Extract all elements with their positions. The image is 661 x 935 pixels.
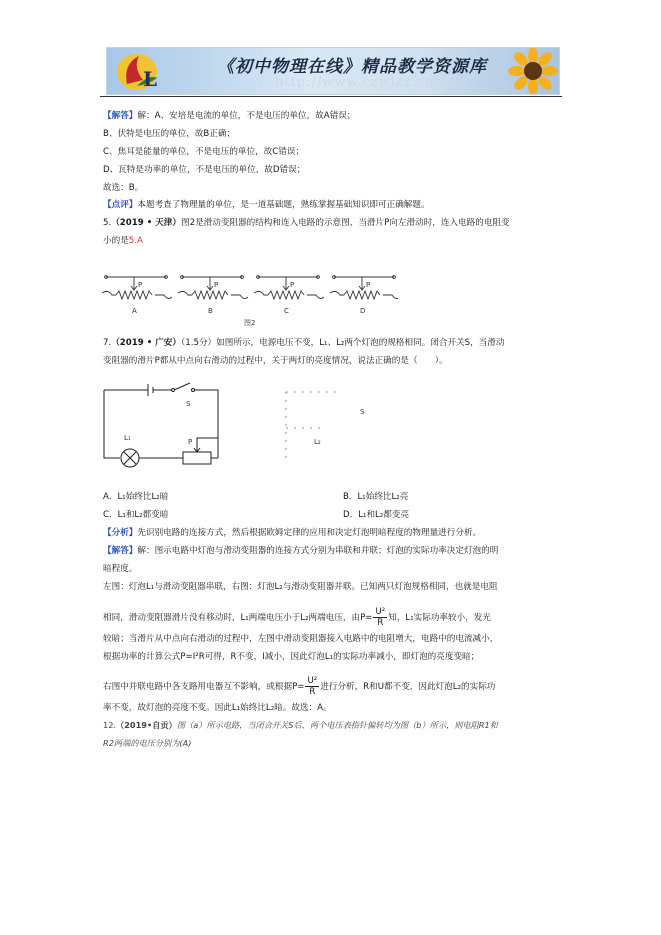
q12-text-line1: 12.（2019•自贡）图（a）所示电路，当闭合开关S后，两个电压表指针偏转均为图（b）所示，则电阻R1和 [103, 720, 498, 730]
logo-icon [113, 50, 177, 92]
slider-label-d: P [366, 281, 371, 289]
q5-text-line1: 5.（2019 • 天津）图2是滑动变阻器的结构和连入电路的示意图，当滑片P向左滑动时，连入电路的电阻变 [103, 218, 510, 228]
q12-text-line2: R2两端的电压分别为(A) [103, 738, 192, 748]
q7-text-line1: 7.（2019 • 广安）（1.5分）如图所示，电源电压不变，L₁、L₂两个灯泡的规格相同。闭合开关S，当滑动 [103, 338, 505, 348]
q7-option-a: A．L₁始终比L₂暗 [103, 492, 169, 502]
q7-option-c: C．L₁和L₂都变暗 [103, 510, 169, 520]
q7-option-d: D．L₁和L₂都变亮 [343, 510, 410, 520]
slider-label-a: P [138, 281, 143, 289]
left-slider-label: P [188, 438, 193, 446]
q7-text-line2: 变阻器的滑片P都从中点向右滑动的过程中，关于两灯的亮度情况，说法正确的是（ ）。 [103, 356, 448, 366]
q7-answer-line6: 根据功率的计算公式P=I²R可得，R不变，I减小，因此灯泡L₁的实际功率减小，即灯泡的亮度变暗； [103, 652, 480, 662]
q7-option-b: B．L₁始终比L₂亮 [343, 492, 409, 502]
q5-text-line2: 小的是5.A [103, 236, 143, 246]
fig-label-d: D [360, 307, 366, 315]
q7-answer-line8: 率不变，故灯泡的亮度不变。因此L₁始终比L₂暗。故选：A。 [103, 703, 332, 713]
fig-label-c: C [284, 307, 289, 315]
figure-caption: 图2 [244, 319, 256, 327]
sunflower-icon [499, 48, 559, 94]
header-rule [100, 96, 562, 97]
left-switch-label: S [186, 400, 191, 408]
q4-comment: 【点评】本题考查了物理量的单位，是一道基础题，熟练掌握基础知识即可正确解题。 [103, 200, 430, 210]
fig-label-a: A [132, 307, 137, 315]
q7-answer-line7: 右图中并联电路中各支路用电器互不影响，或根据P= $\frac{\text{U²}}{R}$ 进行分析，R和U都不变，因此灯泡L₂的实际功 [103, 676, 496, 697]
banner-url: http://www.czwlzx.com [275, 75, 448, 90]
slider-label-c: P [290, 281, 295, 289]
slider-label-b: P [214, 281, 219, 289]
svg-text:L: L [143, 67, 158, 91]
rheostat-a [102, 276, 172, 299]
q7-analysis: 【分析】先识别电路的连接方式，然后根据欧姆定律的应用和决定灯泡明暗程度的物理量进行分析。 [103, 528, 482, 538]
right-lamp-label: L₂ [314, 438, 321, 446]
q7-right-circuit [280, 380, 400, 480]
q5-answer: 5.A [128, 236, 143, 246]
site-banner [106, 47, 560, 95]
fraction-2: $\frac{\text{U²}}{R}$ [307, 676, 318, 697]
q4-answer-line2: B、伏特是电压的单位，故B正确； [103, 129, 236, 139]
rheostat-c [254, 276, 324, 299]
rheostat-d [330, 276, 398, 299]
q4-answer-line1: 【解答】解：A、安培是电流的单位，不是电压的单位，故A错误； [103, 111, 356, 121]
q7-answer-line3: 左图：灯泡L₁与滑动变阻器串联，右图：灯泡L₂与滑动变阻器并联。已知两只灯泡规格相同，也就是电阻 [103, 582, 498, 592]
q7-left-circuit [98, 378, 238, 478]
rheostat-b [178, 276, 248, 299]
left-lamp-label: L₁ [124, 434, 131, 442]
banner-title: 《初中物理在线》精品教学资源库 [217, 57, 487, 77]
q7-answer-line1: 【解答】解：图示电路中灯泡与滑动变阻器的连接方式分别为串联和并联；灯泡的实际功率决定灯泡的明 [103, 546, 499, 556]
fig-label-b: B [208, 307, 213, 315]
q4-answer-line3: C、焦耳是能量的单位，不是电压的单位，故C错误； [103, 147, 305, 157]
q7-answer-line5: 较暗；当滑片从中点向右滑动的过程中，左图中滑动变阻器接入电路中的电阻增大，电路中的电流减小， [103, 634, 499, 644]
q7-answer-line4: 相同，滑动变阻器滑片没有移动时，L₁两端电压小于L₂两端电压，由P= $\frac{\text{U²}}{R}$ 知，L₁实际功率较小，发光 [103, 607, 491, 628]
q4-answer-line4: D、瓦特是功率的单位，不是电压的单位，故D错误； [103, 165, 306, 175]
fraction-1: $\frac{\text{U²}}{R}$ [375, 607, 386, 628]
right-switch-label: S [360, 408, 365, 416]
q7-answer-line2: 暗程度。 [103, 564, 138, 574]
figure-2-rheostats [98, 265, 398, 329]
q4-answer-line5: 故选：B。 [103, 183, 144, 193]
